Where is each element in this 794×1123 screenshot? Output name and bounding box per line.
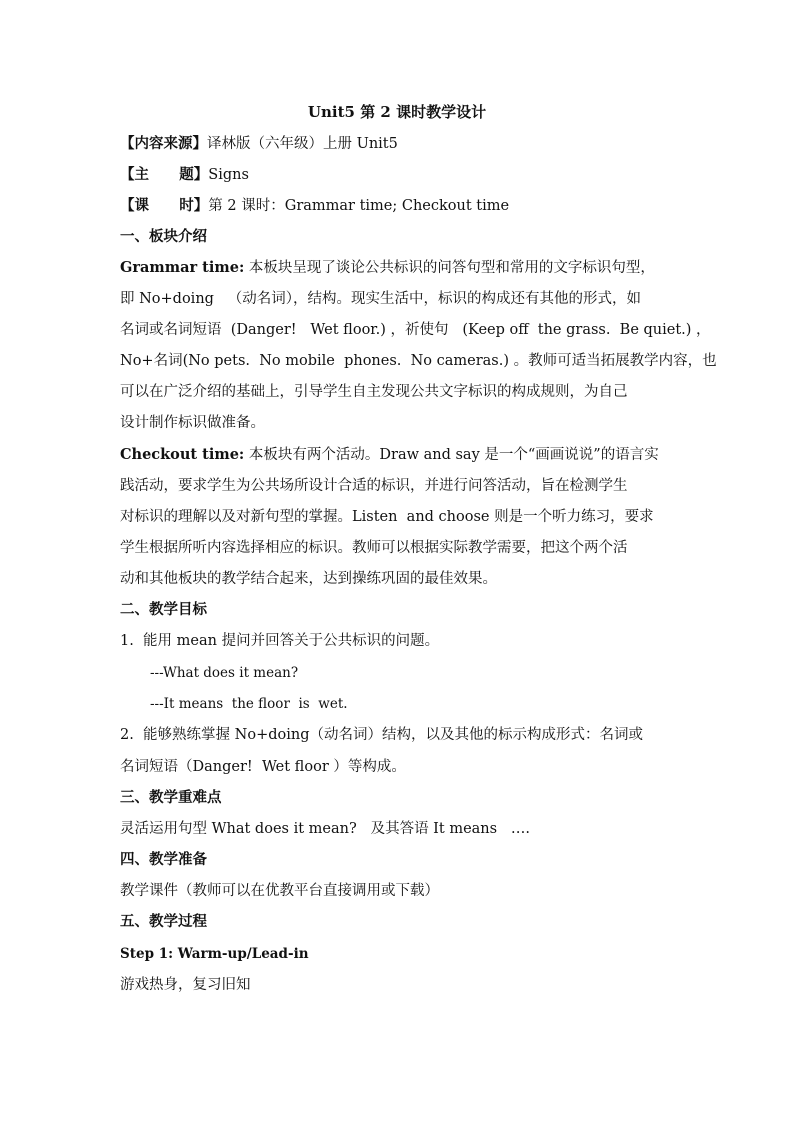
checkout-label: Checkout time: <box>120 446 245 463</box>
topic-value: Signs <box>208 167 249 183</box>
checkout-text-3: 学生根据所听内容选择相应的标识。教师可以根据实际教学需要，把这个两个活 <box>120 540 628 556</box>
goal-item-2-line-2: 名词短语（Danger! Wet floor ）等构成。 <box>120 759 406 775</box>
lesson-value: 第 2 课时：Grammar time; Checkout time <box>208 198 510 214</box>
goal-item-1: 1. 能用 mean 提问并回答关于公共标识的问题。 <box>120 633 440 649</box>
section-heading-1: 一、板块介绍 <box>120 228 207 245</box>
checkout-line-1 <box>120 445 659 465</box>
goal-answer: ---It means the floor is wet. <box>150 696 348 712</box>
preparation-text: 教学课件（教师可以在优教平台直接调用或下载） <box>120 883 439 899</box>
checkout-text-1: 践活动，要求学生为公共场所设计合适的标识，并进行问答活动，旨在检测学生 <box>120 478 628 494</box>
source-label: 【内容来源】 <box>120 135 207 152</box>
lesson-line <box>120 196 509 216</box>
topic-line <box>120 165 249 185</box>
page-title: Unit5 第 2 课时教学设计 <box>307 103 487 121</box>
checkout-text-2: 对标识的理解以及对新句型的掌握。Listen and choose 则是一个听力练习，要求 <box>120 509 654 525</box>
section-heading-3: 三、教学重难点 <box>120 789 222 806</box>
grammar-text-5: 设计制作标识做准备。 <box>120 415 265 431</box>
key-points-text: 灵活运用句型 What does it mean? 及其答语 It means …. <box>120 821 531 837</box>
grammar-text-3: No+名词(No pets. No mobile phones. No cameras.) 。教师可适当拓展教学内容，也 <box>120 353 717 369</box>
goal-item-2-line-1: 2. 能够熟练掌握 No+doing（动名词）结构，以及其他的标示构成形式：名词或 <box>120 727 643 743</box>
source-value: 译林版（六年级）上册 Unit5 <box>207 136 398 152</box>
grammar-text-2: 名词或名词短语 (Danger! Wet floor.) ，祈使句 (Keep off the grass. Be quiet.) ， <box>120 322 711 338</box>
checkout-text-4: 动和其他板块的教学结合起来，达到操练巩固的最佳效果。 <box>120 571 497 587</box>
topic-label: 【主 题】 <box>120 166 209 183</box>
lesson-label: 【课 时】 <box>120 197 209 214</box>
source-line <box>120 134 398 154</box>
grammar-text-4: 可以在广泛介绍的基础上，引导学生自主发现公共文字标识的构成规则，为自己 <box>120 384 628 400</box>
checkout-text-0: 本板块有两个活动。Draw and say 是一个“画画说说”的语言实 <box>248 447 659 463</box>
section-heading-2: 二、教学目标 <box>120 601 207 618</box>
grammar-line-1 <box>120 258 655 278</box>
goal-question: ---What does it mean? <box>150 665 299 681</box>
grammar-label: Grammar time: <box>120 259 245 276</box>
step-1-title: Step 1: Warm-up/Lead-in <box>120 946 309 962</box>
section-heading-5: 五、教学过程 <box>120 913 207 930</box>
section-heading-4: 四、教学准备 <box>120 851 207 868</box>
step-1-text: 游戏热身，复习旧知 <box>120 977 251 993</box>
grammar-text-0: 本板块呈现了谈论公共标识的问答句型和常用的文字标识句型， <box>248 260 655 276</box>
grammar-text-1: 即 No+doing （动名词），结构。现实生活中，标识的构成还有其他的形式，如 <box>120 291 642 307</box>
